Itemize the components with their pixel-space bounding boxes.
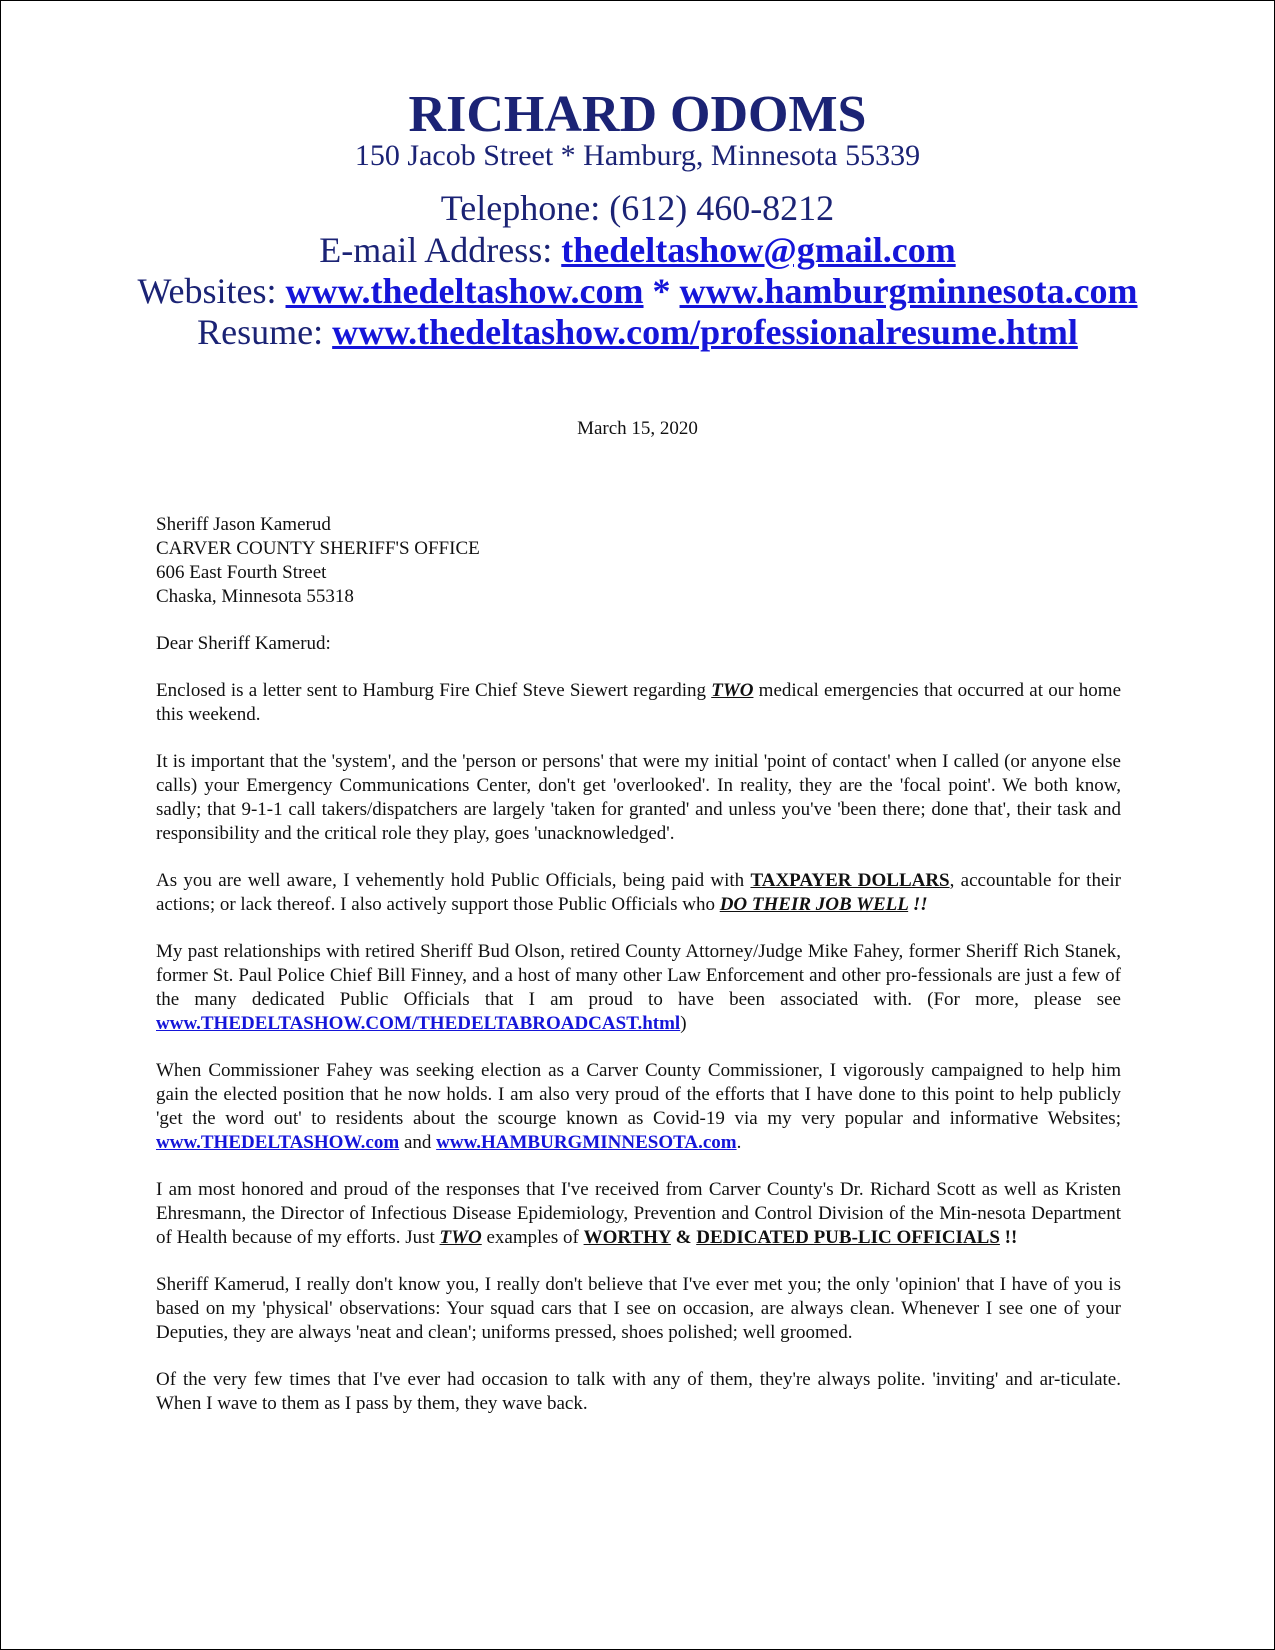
sender-telephone: Telephone: (612) 460-8212 xyxy=(440,188,835,228)
text-run: !! xyxy=(908,894,928,915)
websites-label: Websites: xyxy=(137,271,286,311)
recipient-line: Chaska, Minnesota 55318 xyxy=(156,586,354,607)
sender-email-line xyxy=(1,232,1274,268)
recipient-address xyxy=(156,513,1121,609)
text-run: and xyxy=(399,1132,437,1153)
text-run: medical emergencies that occurred at our home this weekend. xyxy=(156,680,1121,725)
website-link-deltashow[interactable]: www.thedeltashow.com xyxy=(285,271,644,311)
letter-body xyxy=(156,513,1121,1439)
emphasis-two: TWO xyxy=(439,1227,482,1248)
recipient-line: Sheriff Jason Kamerud xyxy=(156,514,331,535)
sender-websites-line xyxy=(1,273,1274,309)
sender-address: 150 Jacob Street * Hamburg, Minnesota 55339 xyxy=(354,139,921,172)
emphasis-dedicated-public-officials: DEDICATED PUB-LIC OFFICIALS xyxy=(696,1227,1000,1248)
emphasis-two: TWO xyxy=(711,680,754,701)
emphasis-do-their-job-well: DO THEIR JOB WELL xyxy=(719,894,909,915)
paragraph-observations: Sheriff Kamerud, I really don't know you, I really don't believe that I've ever met you; the only 'opinion' that I have of you is based on my 'physical' observations: Your squad cars that I see on occasion, are always clean. Whenever I see one of your Deputies, they are always 'neat and clean'; uniforms pressed, shoes polished; well groomed. xyxy=(156,1274,1121,1343)
text-run: As you are well aware, I vehemently hold Public Officials, being paid with xyxy=(156,870,751,891)
paragraph-system: It is important that the 'system', and the 'person or persons' that were my initial 'point of contact' when I called (or anyone else calls) your Emergency Communications Center, don't get 'overlooked'. In reality, they are the 'focal point'. We both know, sadly; that 9-1-1 call takers/dispatchers are largely 'taken for granted' and unless you've 'been there; done that', their task and responsibility and the critical role they play, goes 'unacknowledged'. xyxy=(156,751,1121,844)
paragraph-relationships xyxy=(156,940,1121,1036)
resume-link[interactable]: www.thedeltashow.com/professionalresume.html xyxy=(332,312,1078,352)
text-run: ) xyxy=(680,1013,687,1034)
letter-date: March 15, 2020 xyxy=(577,418,698,439)
paragraph-enclosed xyxy=(156,679,1121,727)
emphasis-taxpayer-dollars: TAXPAYER DOLLARS xyxy=(750,870,950,891)
recipient-line: CARVER COUNTY SHERIFF'S OFFICE xyxy=(156,538,480,559)
text-run: & xyxy=(670,1227,697,1248)
recipient-line: 606 East Fourth Street xyxy=(156,562,327,583)
deltabroadcast-link[interactable]: www.THEDELTASHOW.COM/THEDELTABROADCAST.html xyxy=(156,1013,681,1034)
text-run: . xyxy=(736,1132,742,1153)
text-run: When Commissioner Fahey was seeking election as a Carver County Commissioner, I vigorously campaigned to help him gain the elected position that he now holds. I am also very proud of the efforts that I have done to this point to help publicly 'get the word out' to residents about the scourge known as Covid-19 via my very popular and informative Websites; xyxy=(156,1060,1121,1129)
paragraph-polite: Of the very few times that I've ever had occasion to talk with any of them, they're always polite. 'inviting' and ar-ticulate. When I wave to them as I pass by them, they wave back. xyxy=(156,1369,1121,1414)
text-run: I am most honored and proud of the responses that I've received from Carver County's Dr. Richard Scott as well as Kristen Ehresmann, the Director of Infectious Disease Epidemiology, Prevention and Control Division of the Min-nesota Department of Health because of my efforts. Just xyxy=(156,1179,1121,1248)
sender-resume-line xyxy=(1,314,1274,350)
websites-separator: * xyxy=(643,271,680,311)
resume-label: Resume: xyxy=(197,312,333,352)
hamburgminnesota-link[interactable]: www.HAMBURGMINNESOTA.com xyxy=(436,1132,737,1153)
sender-name: RICHARD ODOMS xyxy=(408,86,867,143)
paragraph-commissioner xyxy=(156,1059,1121,1155)
paragraph-accountable xyxy=(156,869,1121,917)
email-link[interactable]: thedeltashow@gmail.com xyxy=(561,230,956,270)
deltashow-link[interactable]: www.THEDELTASHOW.com xyxy=(156,1132,400,1153)
text-run: , accountable for their actions; or lack thereof. I also actively support those Public Officials who xyxy=(156,870,1121,915)
text-run: My past relationships with retired Sheriff Bud Olson, retired County Attorney/Judge Mike Fahey, former Sheriff Rich Stanek, former St. Paul Police Chief Bill Finney, and a host of many other Law Enforcement and other pro-fessionals are just a few of the many dedicated Public Officials that I am proud to have been associated with. (For more, please see xyxy=(156,941,1121,1010)
text-run: examples of xyxy=(481,1227,584,1248)
salutation: Dear Sheriff Kamerud: xyxy=(156,633,331,654)
paragraph-honored xyxy=(156,1178,1121,1250)
text-run: Enclosed is a letter sent to Hamburg Fire Chief Steve Siewert regarding xyxy=(156,680,712,701)
text-run: !! xyxy=(999,1227,1018,1248)
website-link-hamburg[interactable]: www.hamburgminnesota.com xyxy=(679,271,1138,311)
emphasis-worthy: WORTHY xyxy=(583,1227,671,1248)
email-label: E-mail Address: xyxy=(319,230,562,270)
